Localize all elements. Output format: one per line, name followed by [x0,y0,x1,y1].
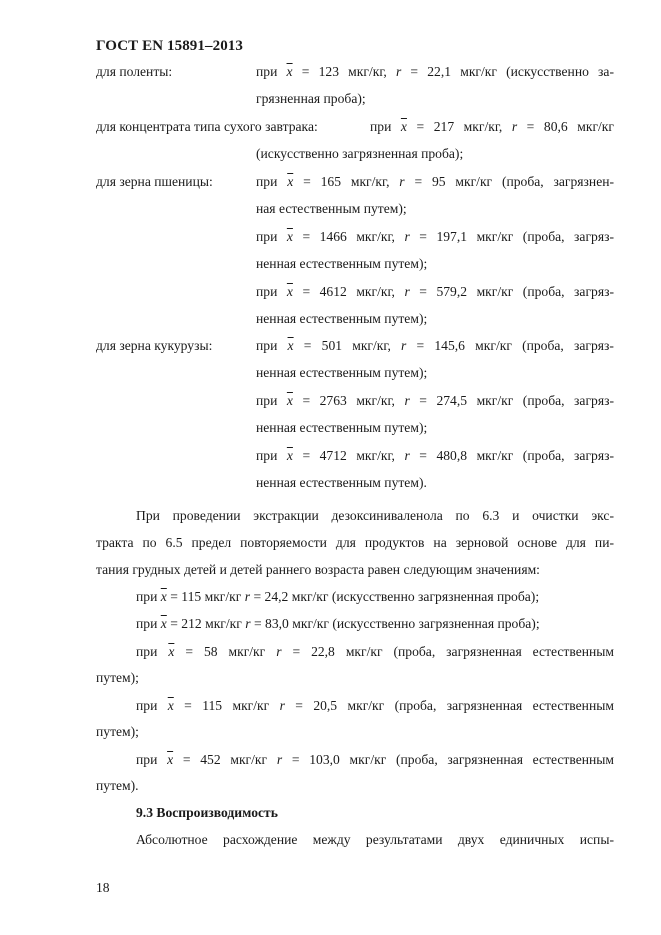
x-mean-symbol: $\overline{x}$ [286,284,293,299]
entry-line [96,307,614,331]
entry-line [96,280,614,304]
group-label: для зерна пшеницы: [96,174,213,189]
entry-line [96,471,614,495]
entry-values: при $\overline{x} = 217$ мкг/кг, r = 80,6 мкг/кг [370,119,614,134]
entry-line [96,334,614,358]
paragraph-line: тракта по 6.5 предел повторяемости для продуктов на зерновой основе для пи- [96,535,614,550]
entry-values: при $\overline{x} = 1466$ мкг/кг, r = 197,1 мкг/кг (проба, загряз- [256,229,614,244]
group-label: для зерна кукурузы: [96,338,213,353]
entry-line [96,142,614,166]
entry-continuation: ненная естественным путем); [256,365,428,380]
x-mean-symbol: $\overline{x}$ [287,174,294,189]
entry-values: при $\overline{x} = 501$ мкг/кг, r = 145,6 мкг/кг (проба, загряз- [256,338,614,353]
entry-line [96,416,614,440]
group-label: для концентрата типа сухого завтрака: [96,119,318,134]
entry-values: при $\overline{x} = 4712$ мкг/кг, r = 480,8 мкг/кг (проба, загряз- [256,448,614,463]
entry-continuation: ненная естественным путем); [256,420,428,435]
x-mean-symbol: $\overline{x}$ [160,589,167,604]
baby-item: при $\overline{x} = 115$ мкг/кг r = 24,2 мкг/кг (искусственно загрязненная проба); [136,589,540,604]
entry-line [96,115,614,139]
entry-line [96,60,614,84]
section-heading: 9.3 Воспроизводимость [136,805,278,820]
entry-continuation: ненная естественным путем); [256,256,428,271]
baby-item-continuation: путем). [96,778,139,793]
paragraph-line: При проведении экстракции дезоксиниваленола по 6.3 и очистки экс- [136,508,614,523]
page-number: 18 [96,880,110,895]
entry-values: при $\overline{x} = 123$ мкг/кг, r = 22,1 мкг/кг (искусственно за- [256,64,614,79]
entry-continuation: ненная естественным путем); [256,311,428,326]
baby-item: при $\overline{x} = 58$ мкг/кг r = 22,8 мкг/кг (проба, загрязненная естественным [136,644,615,659]
x-mean-symbol: $\overline{x}$ [286,448,293,463]
section-text: Абсолютное расхождение между результатами двух единичных испы- [136,832,614,847]
entry-continuation: ная естественным путем); [256,201,407,216]
entry-line [96,87,614,111]
x-mean-symbol: $\overline{x}$ [400,119,407,134]
entry-continuation: ненная естественным путем). [256,475,427,490]
entry-line [96,389,614,413]
baby-item: при $\overline{x} = 452$ мкг/кг r = 103,0 мкг/кг (проба, загрязненная естественным [136,752,615,767]
entry-continuation: (искусственно загрязненная проба); [256,146,464,161]
entry-continuation: грязненная проба); [256,91,366,106]
baby-item-continuation: путем); [96,724,139,739]
x-mean-symbol: $\overline{x}$ [167,752,174,767]
baby-item: при $\overline{x} = 212$ мкг/кг r = 83,0 мкг/кг (искусственно загрязненная проба); [136,616,540,631]
x-mean-symbol: $\overline{x}$ [160,616,167,631]
entry-line [96,444,614,468]
baby-item-continuation: путем); [96,670,139,685]
x-mean-symbol: $\overline{x}$ [286,393,293,408]
paragraph-line: тания грудных детей и детей раннего возраста равен следующим значениям: [96,562,540,577]
group-label: для поленты: [96,64,173,79]
x-mean-symbol: $\overline{x}$ [168,644,175,659]
x-mean-symbol: $\overline{x}$ [167,698,174,713]
baby-item: при $\overline{x} = 115$ мкг/кг r = 20,5 мкг/кг (проба, загрязненная естественным [136,698,614,713]
x-mean-symbol: $\overline{x}$ [286,229,293,244]
x-mean-symbol: $\overline{x}$ [287,338,294,353]
document-header: ГОСТ EN 15891–2013 [96,38,243,54]
entry-values: при $\overline{x} = 165$ мкг/кг, r = 95 мкг/кг (проба, загрязнен- [256,174,615,189]
entry-line [96,225,614,249]
entry-values: при $\overline{x} = 2763$ мкг/кг, r = 274,5 мкг/кг (проба, загряз- [256,393,614,408]
entry-line [96,252,614,276]
x-mean-symbol: $\overline{x}$ [286,64,293,79]
entry-line [96,197,614,221]
entry-values: при $\overline{x} = 4612$ мкг/кг, r = 579,2 мкг/кг (проба, загряз- [256,284,614,299]
entry-line [96,361,614,385]
entry-line [96,170,614,194]
